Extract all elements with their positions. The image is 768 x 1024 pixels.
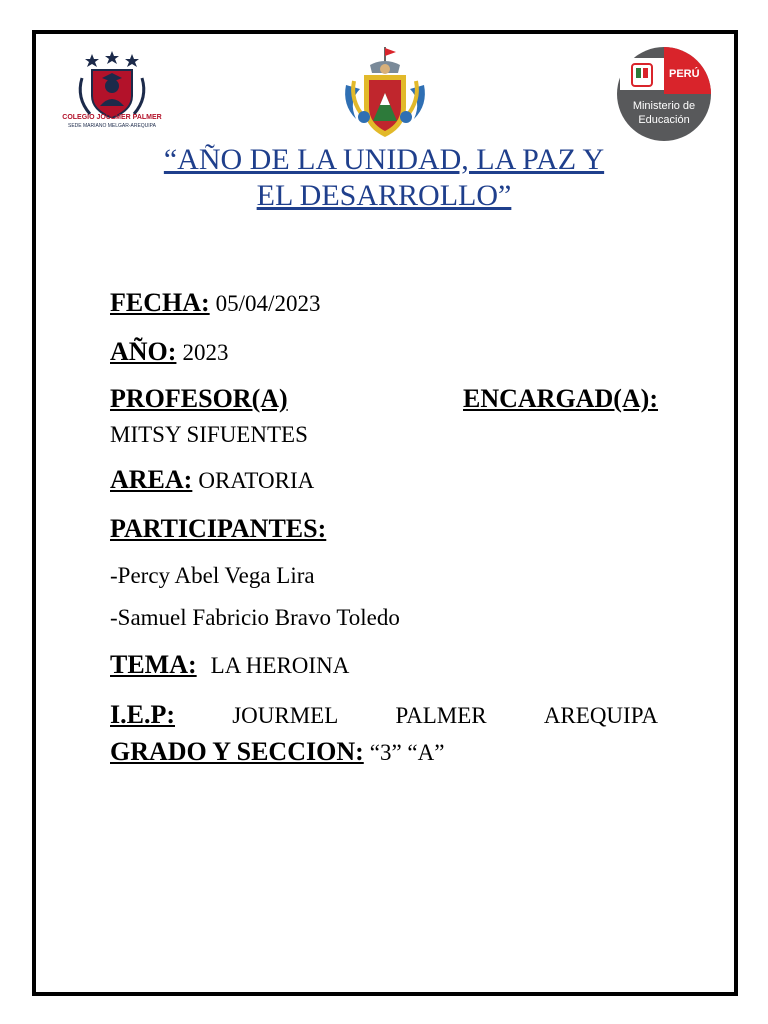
grado-label: GRADO Y SECCION: bbox=[110, 737, 364, 766]
fecha-row bbox=[110, 288, 658, 318]
grado-value: “3” “A” bbox=[369, 740, 445, 765]
area-row bbox=[110, 465, 658, 495]
iep-value-1: JOURMEL bbox=[232, 703, 339, 728]
fecha-label: FECHA: bbox=[110, 288, 210, 317]
school-logo-subtext: SEDE MARIANO MELGAR-AREQUIPA bbox=[68, 123, 156, 129]
iep-value-3: AREQUIPA bbox=[543, 703, 658, 728]
school-logo-text: COLEGIO JOULMER PALMER bbox=[62, 114, 162, 121]
profesor-value: MITSY SIFUENTES bbox=[110, 422, 308, 447]
anio-value: 2023 bbox=[182, 340, 229, 365]
minedu-line2: Educación bbox=[638, 114, 690, 126]
participante-2: -Samuel Fabricio Bravo Toledo bbox=[110, 605, 400, 630]
participante-1-row bbox=[110, 563, 658, 590]
participante-1: -Percy Abel Vega Lira bbox=[110, 563, 315, 588]
area-label: AREA: bbox=[110, 465, 193, 494]
iep-label: I.E.P: bbox=[110, 700, 175, 729]
minedu-line1: Ministerio de bbox=[632, 100, 696, 112]
profesor-label-row bbox=[110, 384, 658, 414]
minedu-country: PERÚ bbox=[669, 68, 700, 80]
document-title bbox=[60, 142, 708, 214]
anio-row bbox=[110, 337, 658, 367]
tema-label: TEMA: bbox=[110, 650, 197, 679]
title-line-1: “AÑO DE LA UNIDAD, LA PAZ Y bbox=[163, 143, 605, 176]
grado-row bbox=[110, 737, 658, 767]
tema-value: LA HEROINA bbox=[210, 653, 350, 678]
iep-row bbox=[110, 700, 658, 730]
participantes-label: PARTICIPANTES: bbox=[110, 514, 327, 543]
ministerio-educacion-logo bbox=[612, 44, 716, 144]
title-line-2: EL DESARROLLO” bbox=[256, 179, 512, 212]
anio-label: AÑO: bbox=[110, 337, 177, 366]
profesor-label-2: ENCARGAD(A): bbox=[463, 384, 658, 413]
participantes-row bbox=[110, 514, 658, 544]
arequipa-crest-icon bbox=[340, 45, 430, 145]
area-value: ORATORIA bbox=[198, 468, 315, 493]
profesor-row bbox=[110, 422, 658, 449]
profesor-label-1: PROFESOR(A) bbox=[110, 384, 288, 413]
fecha-value: 05/04/2023 bbox=[215, 291, 321, 316]
tema-row bbox=[110, 650, 658, 680]
participante-2-row bbox=[110, 605, 658, 632]
iep-value-2: PALMER bbox=[395, 703, 487, 728]
